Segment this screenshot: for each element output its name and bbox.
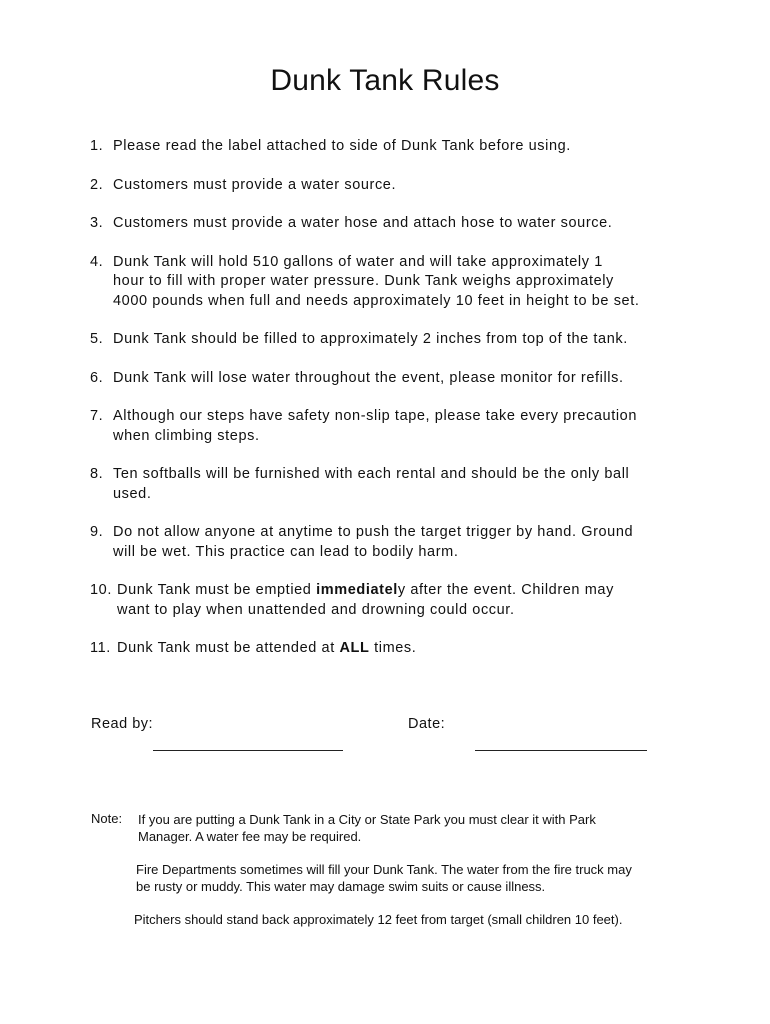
rule-3: [90, 214, 690, 234]
rule-text: Dunk Tank should be filled to approximately 2 inches from top of the tank.: [113, 331, 628, 347]
rule-number: 8.: [90, 466, 104, 482]
rule-text: Please read the label attached to side of Dunk Tank before using.: [113, 138, 571, 154]
rule-text-pre: Dunk Tank must be attended at: [117, 640, 340, 656]
read-by-signature-line: [153, 750, 343, 751]
date-signature-line: [475, 750, 647, 751]
rule-text-line: hour to fill with proper water pressure. Dunk Tank weighs approximately: [113, 273, 614, 289]
rule-6: [90, 369, 690, 389]
rule-2: [90, 176, 690, 196]
date-label: Date:: [408, 716, 446, 732]
read-by-label: Read by:: [91, 716, 154, 732]
rule-text: Customers must provide a water hose and attach hose to water source.: [113, 215, 613, 231]
note-line: If you are putting a Dunk Tank in a City or State Park you must clear it with Park: [138, 812, 596, 827]
rule-text-line: Ten softballs will be furnished with each rental and should be the only ball: [113, 466, 630, 482]
rule-number: 6.: [90, 369, 104, 386]
rule-text-post: y after the event. Children may: [397, 582, 614, 598]
rule-text-line: when climbing steps.: [113, 427, 260, 444]
note-line: be rusty or muddy. This water may damage swim suits or cause illness.: [136, 879, 546, 894]
rule-11: [90, 639, 690, 659]
rule-number: 10.: [90, 582, 112, 598]
rule-text: [113, 523, 690, 562]
rule-text: Customers must provide a water source.: [113, 176, 397, 193]
rule-text-pre: Dunk Tank must be emptied: [117, 582, 317, 598]
rule-text-post: times.: [369, 640, 417, 656]
note-line: Manager. A water fee may be required.: [138, 829, 362, 844]
rule-text-line: Do not allow anyone at anytime to push the target trigger by hand. Ground: [113, 524, 634, 540]
rule-text: [113, 407, 690, 446]
rule-number: 2.: [90, 176, 104, 193]
rule-text-line: Dunk Tank will hold 510 gallons of water and will take approximately 1: [113, 253, 603, 270]
rule-text-emphasis: ALL: [339, 640, 370, 656]
rule-4: [90, 253, 690, 312]
rule-text-line: 4000 pounds when full and needs approximately 10 feet in height to be set.: [113, 292, 640, 309]
document-title: Dunk Tank Rules: [270, 64, 500, 97]
rule-text: [113, 253, 690, 312]
note-line: Fire Departments sometimes will fill your Dunk Tank. The water from the fire truck may: [136, 862, 632, 877]
rule-number: 3.: [90, 215, 104, 231]
rule-number: 9.: [90, 524, 104, 540]
rule-7: [90, 407, 690, 446]
rule-8: [90, 465, 690, 504]
rules-list: [90, 137, 690, 678]
rule-text: [117, 581, 690, 620]
note-paragraph-park: [138, 811, 658, 845]
rule-text-line: want to play when unattended and drowning could occur.: [117, 601, 515, 618]
rule-number: 5.: [90, 331, 104, 347]
rule-number: 4.: [90, 253, 104, 270]
rule-number: 1.: [90, 138, 104, 154]
rule-text: [117, 639, 690, 659]
rule-number: 11.: [90, 640, 111, 656]
rule-text-line: Although our steps have safety non-slip tape, please take every precaution: [113, 408, 638, 424]
rule-1: [90, 137, 690, 157]
note-paragraph-pitchers: Pitchers should stand back approximately 12 feet from target (small children 10 feet).: [134, 912, 623, 927]
rule-text: [113, 465, 690, 504]
rule-5: [90, 330, 690, 350]
rule-10: [90, 581, 690, 620]
note-paragraph-fire-department: [136, 861, 696, 895]
rule-text: Dunk Tank will lose water throughout the event, please monitor for refills.: [113, 369, 624, 386]
rule-9: [90, 523, 690, 562]
rule-number: 7.: [90, 408, 104, 424]
rule-text-emphasis: immediatel: [316, 582, 398, 598]
note-label: Note:: [91, 811, 123, 826]
rule-text-line: used.: [113, 485, 152, 502]
rule-text-line: will be wet. This practice can lead to bodily harm.: [113, 543, 459, 560]
